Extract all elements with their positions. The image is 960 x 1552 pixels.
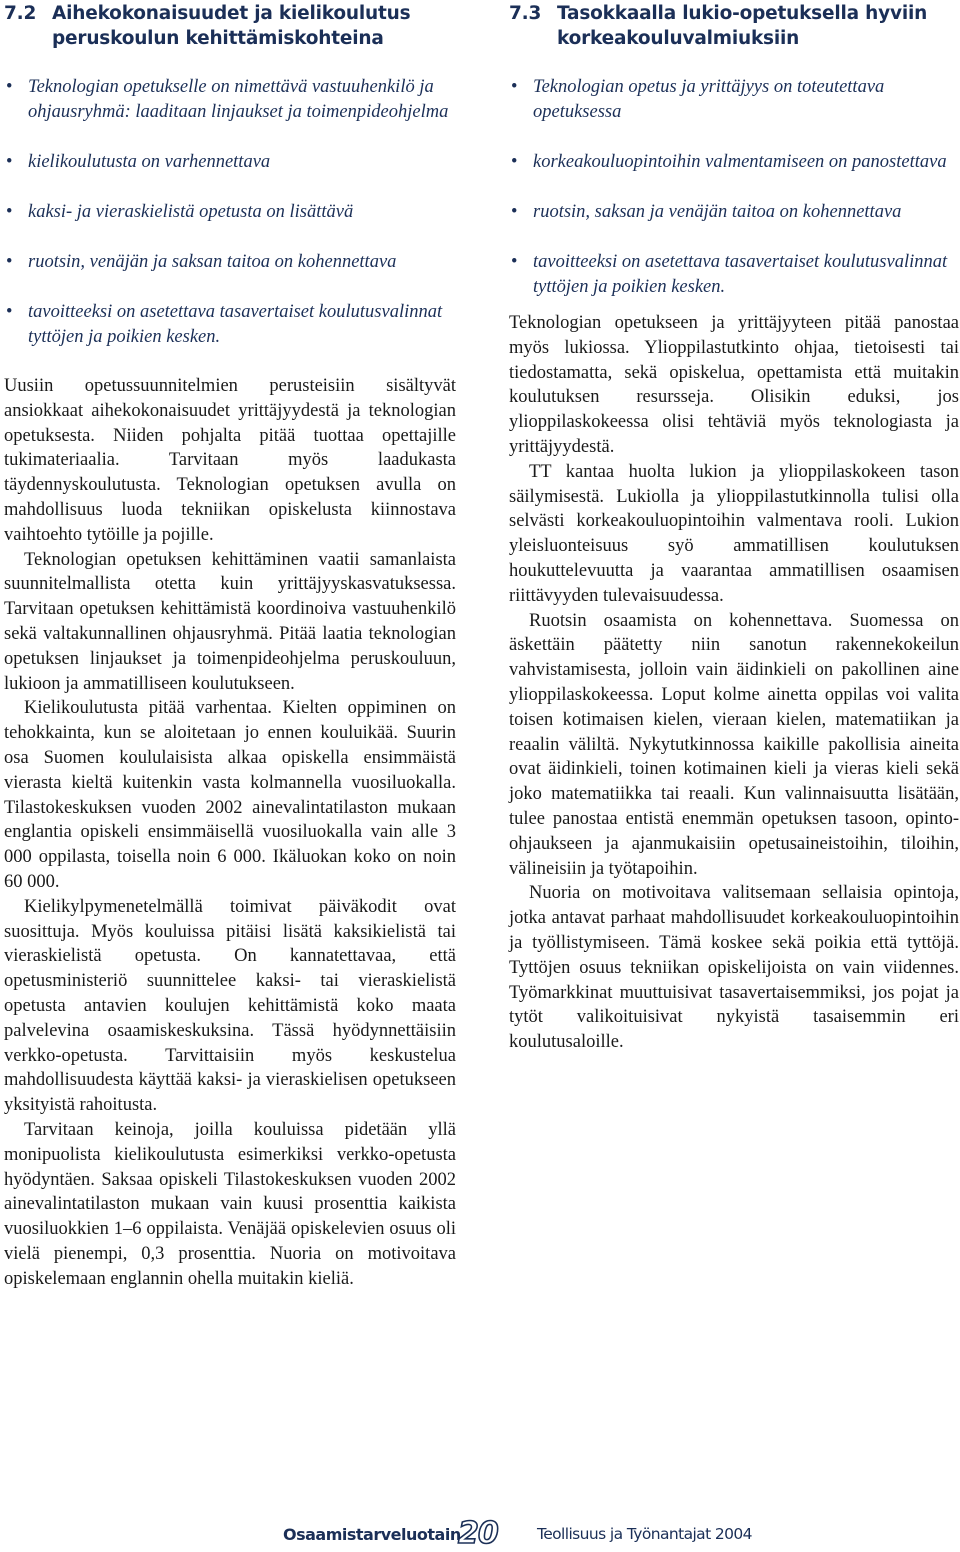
publication-title: Osaamistarveluotain bbox=[283, 1525, 461, 1544]
bullet-icon: • bbox=[6, 152, 13, 172]
bullet-text: tavoitteeksi on asetettava tasavertaiset koulutusvalinnat tyttöjen ja poikien kesken. bbox=[28, 302, 443, 347]
section-heading bbox=[4, 0, 456, 51]
bullet-item bbox=[4, 250, 456, 275]
bullet-icon: • bbox=[6, 252, 13, 272]
paragraph: Kielikylpymenetelmällä toimivat päiväkodit ovat suosittuja. Myös kouluissa pitäisi lisätä kaksikielistä tai vieraskielistä opetusta. On kannatettavaa, että opetusministeriö suunnittelee kaksi- tai vieraskielistä opetusta antavien koulujen kehittämistä koko maata palvelevina osaamiskeskuksina. Tässä hyödynnettäisiin verkko-opetusta. Tarvittaisiin myös keskustelua mahdollisuudesta käyttää kaksi- ja vieraskielisen opetukseen yksityistä rahoitusta. bbox=[4, 896, 456, 1116]
bullet-list bbox=[4, 75, 456, 350]
bullet-item bbox=[509, 250, 959, 300]
bullet-icon: • bbox=[511, 77, 518, 97]
bullet-list bbox=[509, 75, 959, 300]
bullet-item bbox=[509, 200, 959, 225]
paragraph: Tarvitaan keinoja, joilla kouluissa pidetään yllä monipuolista kielikoulutusta esimerkiksi verkko-opetusta hyödyntäen. Saksaa opiskeli Tilastokeskuksen vuoden 2002 ainevalintatilaston mukaan vain kuusi prosenttia kaikista vuosiluokkien 1–6 oppilaista. Venäjää opiskelevien osuus oli vielä pienempi, 0,3 prosenttia. Nuoria on motivoitava opiskelemaan englannin ohella muitakin kieliä. bbox=[4, 1119, 456, 1289]
section-title: Aihekokonaisuudet ja kielikoulutus peruskoulun kehittämiskohteina bbox=[52, 3, 411, 49]
bullet-text: korkeakouluopintoihin valmentamiseen on panostettava bbox=[533, 152, 947, 172]
section-title: Tasokkaalla lukio-opetuksella hyviin korkeakouluvalmiuksiin bbox=[557, 3, 928, 49]
bullet-item bbox=[4, 75, 456, 125]
left-column bbox=[4, 0, 456, 1291]
right-column bbox=[509, 0, 959, 1055]
page-footer bbox=[0, 1516, 960, 1552]
bullet-text: kielikoulutusta on varhennettava bbox=[28, 152, 271, 172]
bullet-item bbox=[4, 150, 456, 175]
bullet-item bbox=[4, 300, 456, 350]
bullet-text: Teknologian opetus ja yrittäjyys on toteutettava opetuksessa bbox=[533, 77, 885, 122]
bullet-item bbox=[509, 75, 959, 125]
publisher: Teollisuus ja Työnantajat 2004 bbox=[537, 1525, 752, 1543]
body-text bbox=[4, 374, 456, 1291]
bullet-icon: • bbox=[6, 77, 13, 97]
bullet-text: ruotsin, saksan ja venäjän taitoa on kohennettava bbox=[533, 202, 902, 222]
section-heading bbox=[509, 0, 959, 51]
bullet-text: tavoitteeksi on asetettava tasavertaiset koulutusvalinnat tyttöjen ja poikien kesken. bbox=[533, 252, 948, 297]
bullet-icon: • bbox=[6, 202, 13, 222]
bullet-icon: • bbox=[511, 252, 518, 272]
bullet-icon: • bbox=[511, 152, 518, 172]
paragraph: Uusiin opetussuunnitelmien perusteisiin sisältyvät ansiokkaat aihekokonaisuudet yrittäjyydestä ja teknologian opetuksesta. Niiden pohjalta pitää tuottaa opettajille tukimateriaalia. Tarvitaan myös laadukasta täydennyskoulutusta. Teknologian opetuksen avulla on mahdollisuus luoda tekniikan opiskelusta kiinnostava vaihtoehto tytöille ja pojille. bbox=[4, 376, 456, 545]
bullet-icon: • bbox=[6, 302, 13, 322]
bullet-item bbox=[4, 200, 456, 225]
bullet-icon: • bbox=[511, 202, 518, 222]
bullet-text: ruotsin, venäjän ja saksan taitoa on kohennettava bbox=[28, 252, 397, 272]
paragraph: TT kantaa huolta lukion ja ylioppilaskokeen tason säilymisestä. Lukiolla ja ylioppilastutkinnolla tulisi olla selvästi korkeakouluopintoihin valmentava rooli. Lukion yleisluonteisuus syö ammatillisen koulutuksen houkuttelevuutta ja vaarantaa ammatillisen osaamisen riittävyyden tulevaisuudessa. bbox=[509, 461, 959, 606]
page-number: 20 bbox=[458, 1516, 498, 1551]
paragraph: Nuoria on motivoitava valitsemaan sellaisia opintoja, jotka antavat parhaat mahdollisuudet korkeakouluopintoihin ja työllistymiseen. Tämä koskee sekä poikia että tyttöjä. Tyttöjen osuus tekniikan opiskelijoista on vain viidennes. Työmarkkinat muuttuisivat tasavertaisemmiksi, jos pojat ja tytöt valikoituisivat nykyistä tasaisemmin eri koulutusaloille. bbox=[509, 883, 959, 1053]
paragraph: Teknologian opetukseen ja yrittäjyyteen pitää panostaa myös lukiossa. Ylioppilastutkinto ohjaa, tietoisesti tai tiedostamatta, sekä opiskelua, opettamista että muitakin koulutuksen resursseja. Olisikin eduksi, jos ylioppilaskokeessa olisi tehtäviä myös teknologiasta ja yrittäjyydestä. bbox=[509, 313, 959, 457]
bullet-text: kaksi- ja vieraskielistä opetusta on lisättävä bbox=[28, 202, 354, 222]
section-number: 7.2 bbox=[4, 3, 37, 24]
bullet-item bbox=[509, 150, 959, 175]
paragraph: Kielikoulutusta pitää varhentaa. Kielten oppiminen on tehokkainta, kun se aloitetaan jo ennen kouluikää. Suurin osa Suomen koululaisista alkaa opiskella ensimmäistä vierasta kieltä kuitenkin vasta kolmannella vuosiluokalla. Tilastokeskuksen vuoden 2002 ainevalintatilaston mukaan englantia opiskeli ensimmäisellä vuosiluokalla vain alle 3 000 oppilasta, toisella noin 6 000. Ikäluokan koko on noin 60 000. bbox=[4, 698, 456, 892]
section-number: 7.3 bbox=[509, 3, 542, 24]
bullet-text: Teknologian opetukselle on nimettävä vastuuhenkilö ja ohjausryhmä: laaditaan linjaukset ja toimenpideohjelma bbox=[28, 77, 449, 122]
paragraph: Teknologian opetuksen kehittäminen vaatii samanlaista suunnitelmallista otetta kuin yrittäjyyskasvatuksessa. Tarvitaan opetuksen kehittämistä koordinoiva vastuuhenkilö sekä valtakunnallinen ohjausryhmä. Pitää laatia teknologian opetuksen linjaukset ja toimenpideohjelma peruskouluun, lukioon ja ammatilliseen koulutukseen. bbox=[4, 549, 456, 694]
paragraph: Ruotsin osaamista on kohennettava. Suomessa on äskettäin päätetty niin sanotun rakennekokeilun vahvistamisesta, jolloin vain äidinkieli on pakollinen aine ylioppilaskokeessa. Loput kolme ainetta oppilas voi valita toisen kotimaisen kielen, vieraan kielen, matematiikan ja reaalin väliltä. Nykytutkinnossa kaikille pakollisia aineita ovat äidinkieli, toinen kotimainen kieli ja vieras kieli sekä joko matematiikka tai reaali. Kun valinnaisuutta lisätään, tulee panostaa entistä enemmän opetuksen tasoon, opinto-ohjaukseen ja ajanmukaisiin opetusaineistoihin, tiloihin, välineisiin ja työtapoihin. bbox=[509, 610, 959, 879]
body-text bbox=[509, 311, 959, 1055]
